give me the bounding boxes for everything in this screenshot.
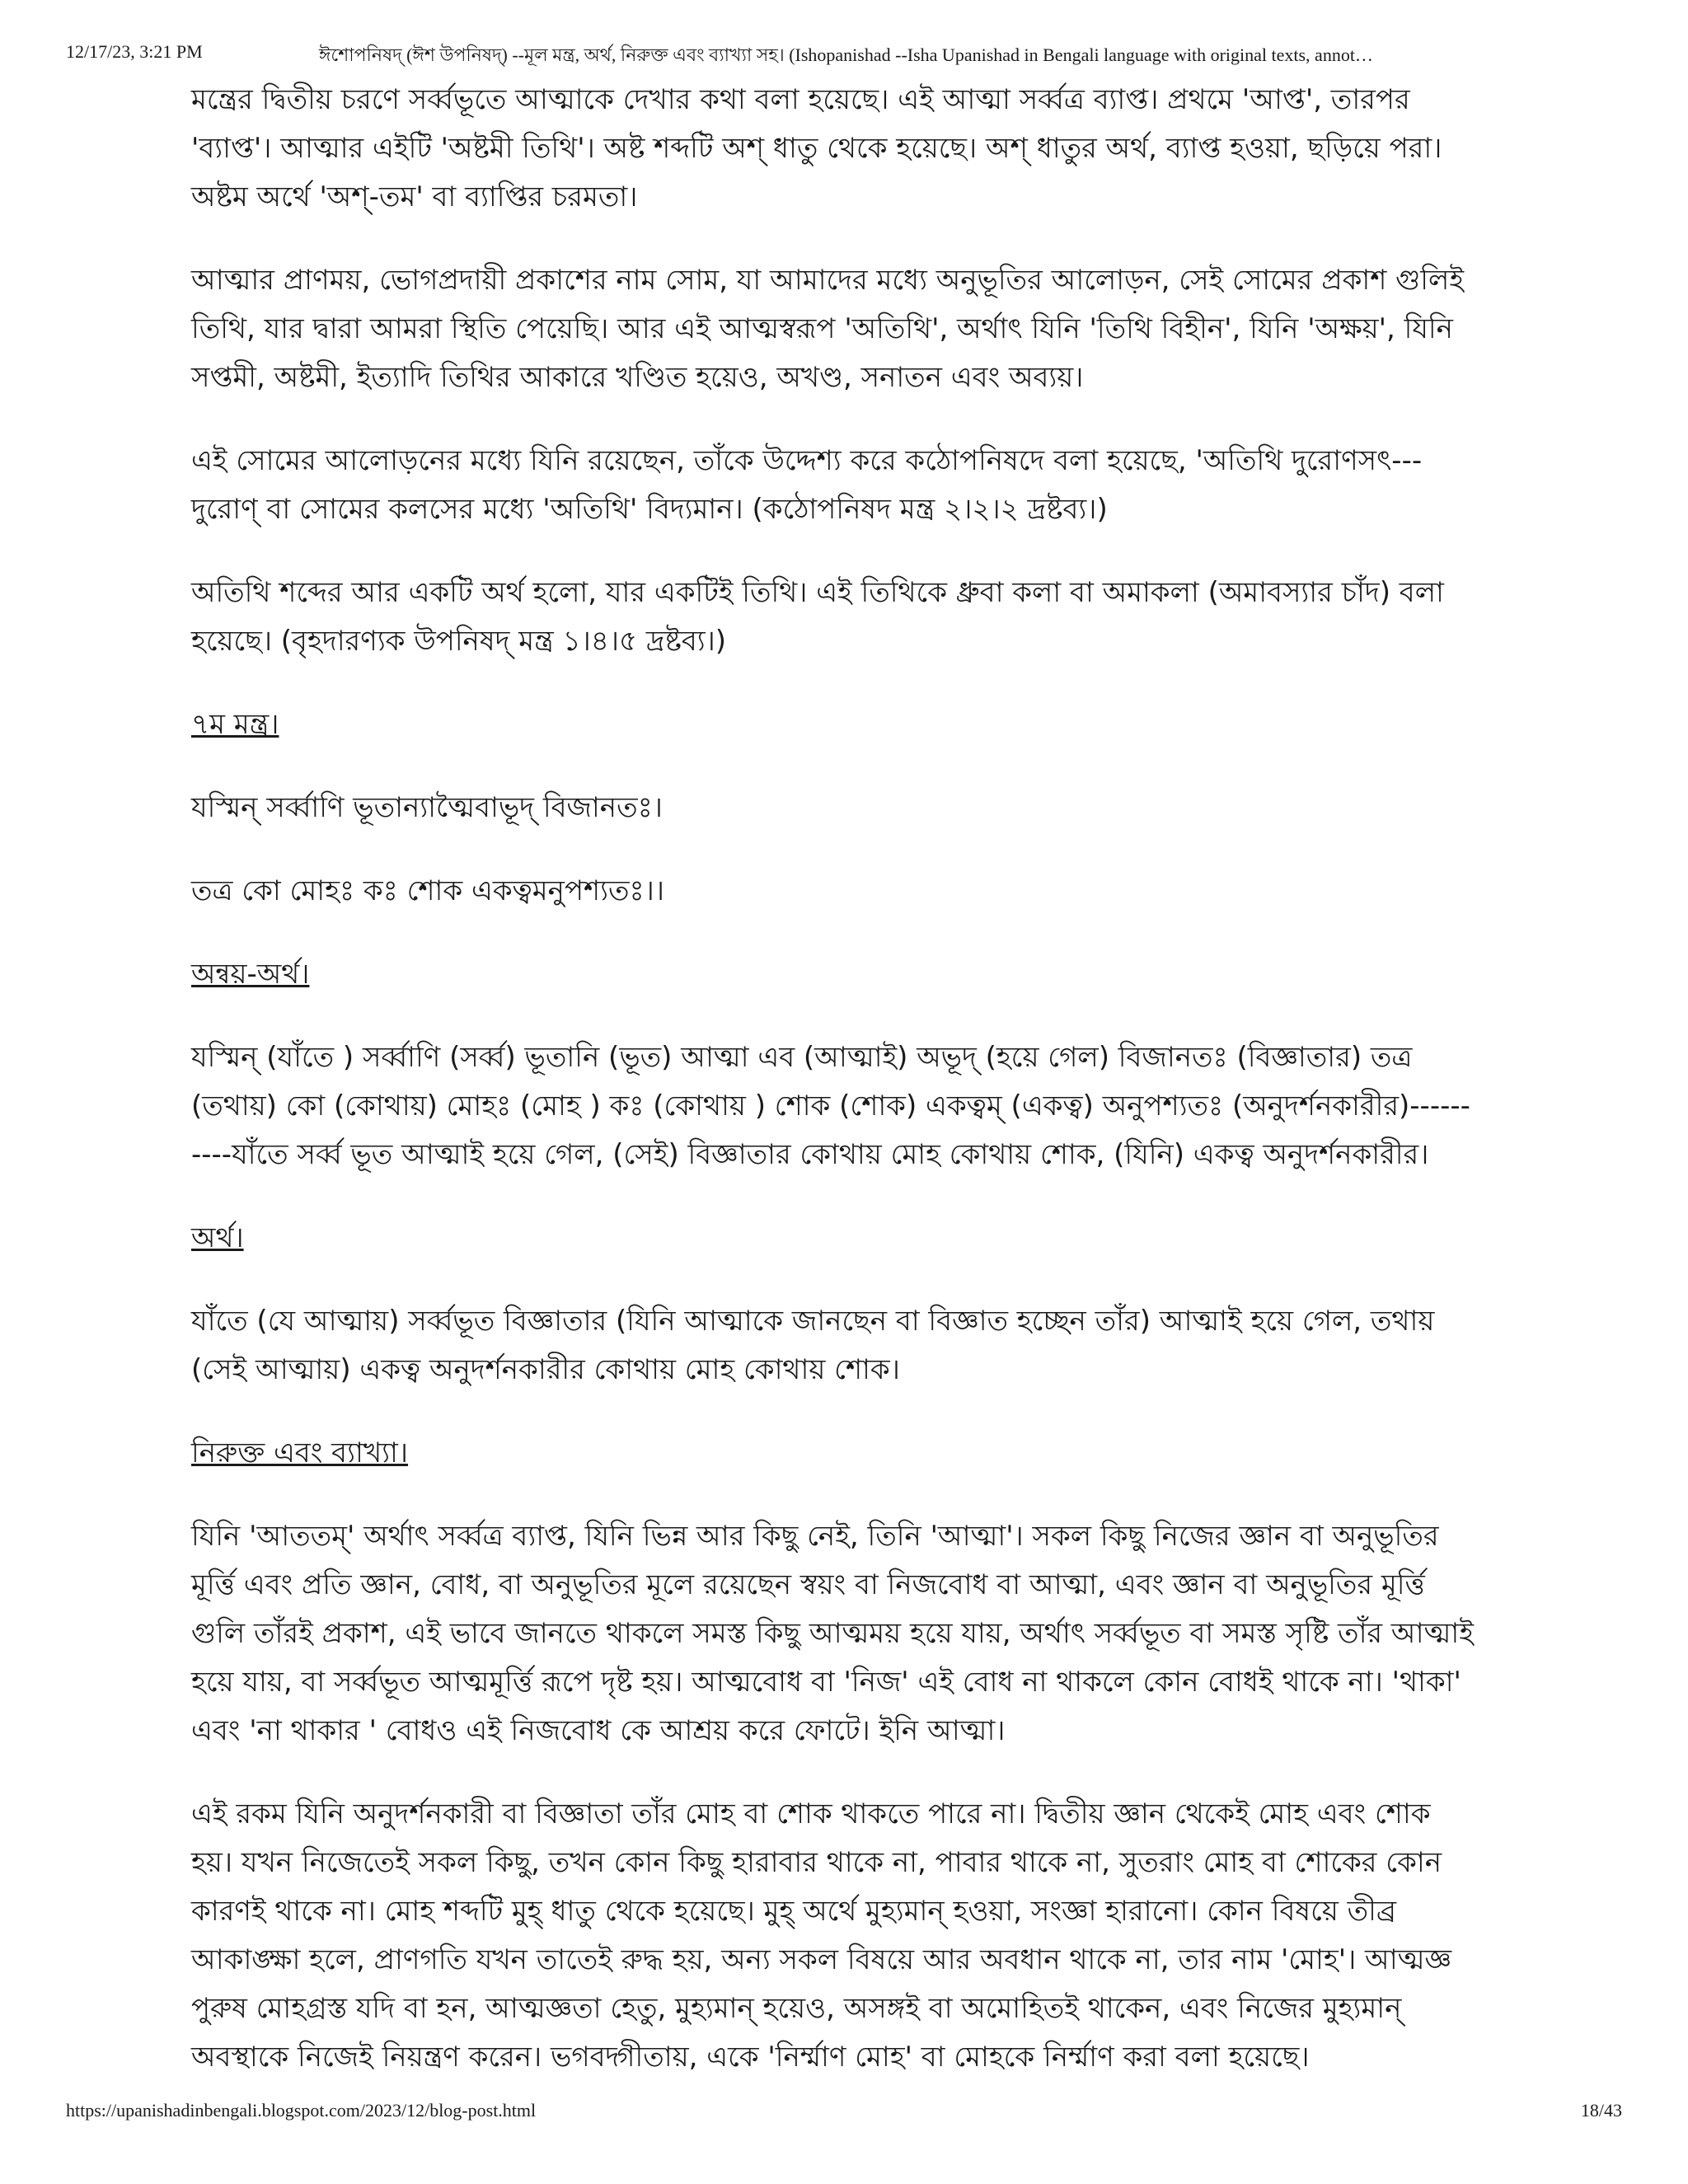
heading-nirukta: নিরুক্ত এবং ব্যাখ্যা। (191, 1436, 409, 1469)
paragraph-soma-tithi: আত্মার প্রাণময়, ভোগপ্রদায়ী প্রকাশের নাম সোম, যা আমাদের মধ্যে অনুভূতির আলোড়ন, সেই সোমের প্রকাশ গুলিই তিথি, যার দ্বারা আমরা স্থিতি পেয়েছি। আর এই আত্মস্বরূপ 'অতিথি', অর্থাৎ যিনি 'তিথি বিহীন', যিনি 'অক্ষয়', যিনি সপ্তমী, অষ্টমী, ইত্যাদি তিথির আকারে খণ্ডিত হয়েও, অখণ্ড, সনাতন এবং অব্যয়। (191, 264, 1465, 394)
heading-mantra-7: ৭ম মন্ত্র। (191, 708, 279, 741)
paragraph-ashtami-tithi: মন্ত্রের দ্বিতীয় চরণে সর্ব্বভূতে আত্মাকে দেখার কথা বলা হয়েছে। এই আত্মা সর্ব্বত্র ব্যাপ্ত। প্রথমে 'আপ্ত', তারপর 'ব্যাপ্ত'। আত্মার এইটি 'অষ্টমী তিথি'। অষ্ট শব্দটি অশ্‌ ধাতু থেকে হয়েছে। অশ্‌ ধাতুর অর্থ, ব্যাপ্ত হওয়া, ছড়িয়ে পরা। অষ্টম অর্থে 'অশ্‌-তম' বা ব্যাপ্তির চরমতা। (191, 83, 1442, 213)
verse-line-1: যস্মিন্‌ সর্ব্বাণি ভূতান্যাত্মৈবাভূদ্‌ বিজানতঃ। (191, 791, 663, 824)
print-header (66, 41, 1622, 74)
paragraph-nirukta-atma: যিনি 'আততম্‌' অর্থাৎ সর্ব্বত্র ব্যাপ্ত, যিনি ভিন্ন আর কিছু নেই, তিনি 'আত্মা'। সকল কিছু নিজের জ্ঞান বা অনুভূতির মূর্ত্তি এবং প্রতি জ্ঞান, বোধ, বা অনুভূতির মূলে রয়েছেন স্বয়ং বা নিজবোধ বা আত্মা, এবং জ্ঞান বা অনুভূতির মূর্ত্তি গুলি তাঁরই প্রকাশ, এই ভাবে জানতে থাকলে সমস্ত কিছু আত্মময় হয়ে যায়, অর্থাৎ সর্ব্বভূত বা সমস্ত সৃষ্টি তাঁর আত্মাই হয়ে যায়, বা সর্ব্বভূত আত্মমূর্ত্তি রূপে দৃষ্ট হয়। আত্মবোধ বা 'নিজ' এই বোধ না থাকলে কোন বোধই থাকে না। 'থাকা' এবং 'না থাকার ' বোধও এই নিজবোধ কে আশ্রয় করে ফোটে। ইনি আত্মা। (191, 1520, 1474, 1747)
paragraph-atithi-durona: এই সোমের আলোড়নের মধ্যে যিনি রয়েছেন, তাঁকে উদ্দেশ্য করে কঠোপনিষদে বলা হয়েছে, 'অতিথি দুরোণসৎ--- দুরোণ্‌ বা সোমের কলসের মধ্যে 'অতিথি' বিদ্যমান। (কঠোপনিষদ মন্ত্র ২।২।২ দ্রষ্টব্য।) (191, 444, 1423, 526)
page-number: 18/43 (1580, 2100, 1622, 2121)
print-footer (66, 2100, 1622, 2133)
paragraph-atithi-meaning: অতিথি শব্দের আর একটি অর্থ হলো, যার একটিই তিথি। এই তিথিকে ধ্রুবা কলা বা অমাকলা (অমাবস্যার চাঁদ) বলা হয়েছে। (বৃহদারণ্যক উপনিষদ্‌ মন্ত্র ১।৪।৫ দ্রষ্টব্য।) (191, 576, 1444, 658)
heading-artha: অর্থ। (191, 1221, 244, 1254)
print-page-title: ঈশোপনিষদ্ (ঈশ উপনিষদ্) --মূল মন্ত্র, অর্থ, নিরুক্ত এবং ব্যাখ্যা সহ। (Ishopanishad --Isha Upanishad in Bengali language with original texts, annot… (319, 45, 1373, 65)
paragraph-anvay: যস্মিন্‌ (যাঁতে ) সর্ব্বাণি (সর্ব্ব) ভূতানি (ভূত) আত্মা এব (আত্মাই) অভূদ্‌ (হয়ে গেল) বিজানতঃ (বিজ্ঞাতার) তত্র (তথায়) কো (কোথায়) মোহঃ (মোহ ) কঃ (কোথায় ) শোক (শোক) একত্বম্‌ (একত্ব) অনুপশ্যতঃ (অনুদর্শনকারীর)----------যাঁতে সর্ব্ব ভূত আত্মাই হয়ে গেল, (সেই) বিজ্ঞাতার কোথায় মোহ কোথায় শোক, (যিনি) একত্ব অনুদর্শনকারীর। (191, 1041, 1470, 1171)
print-datetime: 12/17/23, 3:21 PM (66, 41, 203, 62)
article-body (191, 76, 1477, 2074)
page-url: https://upanishadinbengali.blogspot.com/2023/12/blog-post.html (66, 2100, 537, 2121)
verse-line-2: তত্র কো মোহঃ কঃ শোক একত্বমনুপশ্যতঃ।। (191, 874, 664, 907)
paragraph-artha: যাঁতে (যে আত্মায়) সর্ব্বভূত বিজ্ঞাতার (যিনি আত্মাকে জানছেন বা বিজ্ঞাত হচ্ছেন তাঁর) আত্মাই হয়ে গেল, তথায় (সেই আত্মায়) একত্ব অনুদর্শনকারীর কোথায় মোহ কোথায় শোক। (191, 1305, 1435, 1386)
heading-anvay-artha: অন্বয়-অর্থ। (191, 958, 310, 991)
paragraph-nirukta-moha: এই রকম যিনি অনুদর্শনকারী বা বিজ্ঞাতা তাঁর মোহ বা শোক থাকতে পারে না। দ্বিতীয় জ্ঞান থেকেই মোহ এবং শোক হয়। যখন নিজেতেই সকল কিছু, তখন কোন কিছু হারাবার থাকে না, পাবার থাকে না, সুতরাং মোহ বা শোকের কোন কারণই থাকে না। মোহ শব্দটি মুহ্‌ ধাতু থেকে হয়েছে। মুহ্‌ অর্থে মুহ্যমান্‌ হওয়া, সংজ্ঞা হারানো। কোন বিষয়ে তীব্র আকাঙ্ক্ষা হলে, প্রাণগতি যখন তাতেই রুদ্ধ হয়, অন্য সকল বিষয়ে আর অবধান থাকে না, তার নাম 'মোহ'। আত্মজ্ঞ পুরুষ মোহগ্রস্ত যদি বা হন, আত্মজ্ঞতা হেতু, মুহ্যমান্‌ হয়েও, অসঙ্গই বা অমোহিতই থাকেন, এবং নিজের মুহ্যমান্‌ অবস্থাকে নিজেই নিয়ন্ত্রণ করেন। ভগবদ্গীতায়, একে 'নির্ম্মাণ মোহ' বা মোহকে নির্ম্মাণ করা বলা হয়েছে। (191, 1797, 1452, 2074)
